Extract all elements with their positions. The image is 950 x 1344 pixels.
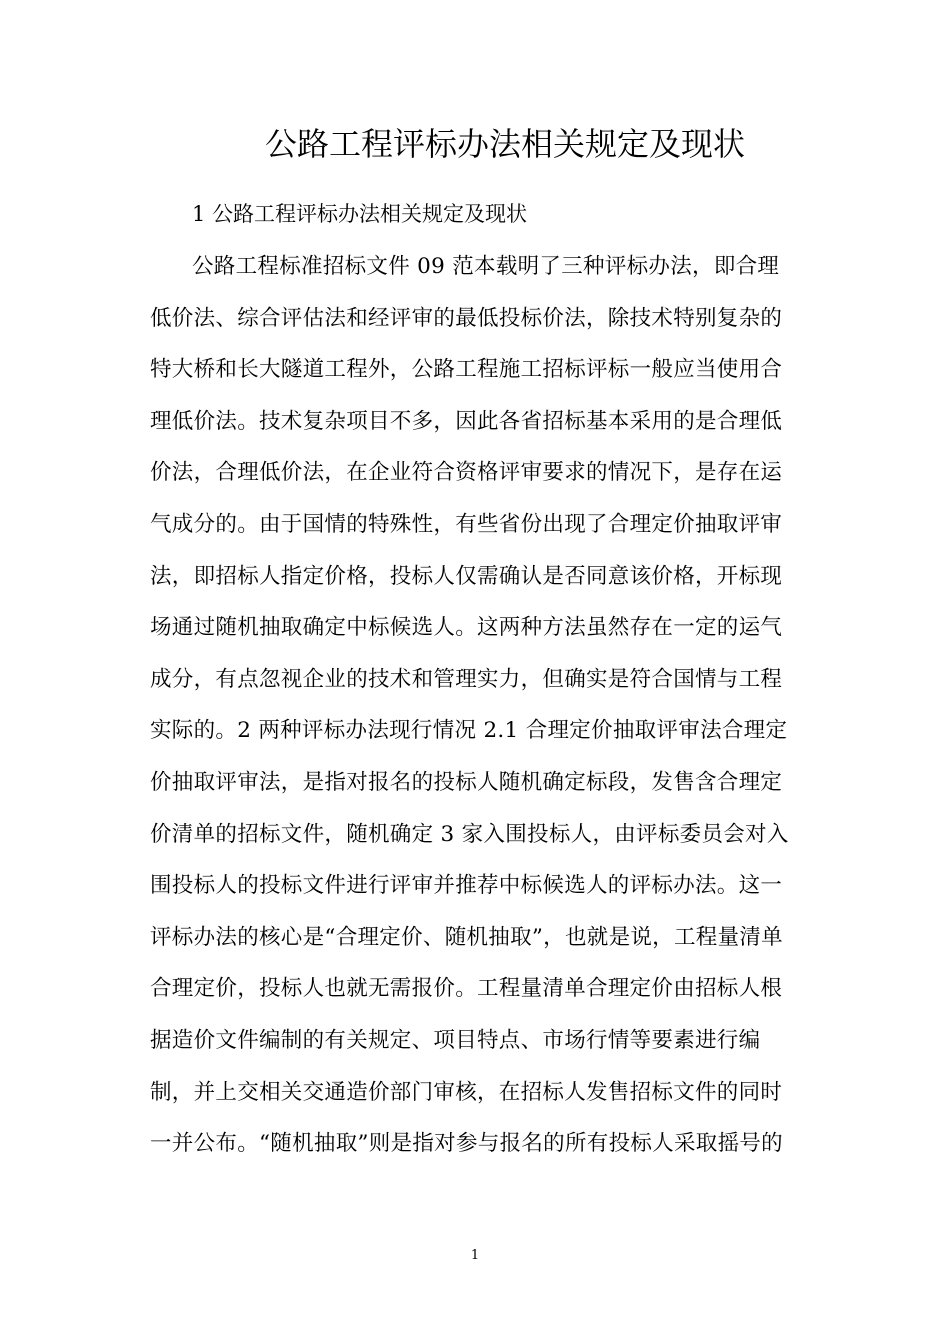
document-title: 公路工程评标办法相关规定及现状 bbox=[264, 125, 745, 163]
text-line: 公路工程标准招标文件 09 范本载明了三种评标办法，即合理 bbox=[192, 254, 780, 279]
text-line: 制，并上交相关交通造价部门审核，在招标人发售招标文件的同时 bbox=[150, 1079, 783, 1105]
text-line: 成分，有点忽视企业的技术和管理实力，但确实是符合国情与工程 bbox=[150, 666, 783, 692]
body-text bbox=[150, 248, 810, 1177]
page-number: 1 bbox=[470, 1248, 480, 1263]
text-line: 场通过随机抽取确定中标候选人。这两种方法虽然存在一定的运气 bbox=[150, 615, 783, 641]
text-line: 气成分的。由于国情的特殊性，有些省份出现了合理定价抽取评审 bbox=[150, 511, 783, 537]
text-line: 特大桥和长大隧道工程外，公路工程施工招标评标一般应当使用合 bbox=[150, 357, 783, 383]
text-line: 法，即招标人指定价格，投标人仅需确认是否同意该价格，开标现 bbox=[150, 563, 783, 589]
text-line: 实际的。2 两种评标办法现行情况 2.1 合理定价抽取评审法合理定 bbox=[150, 718, 788, 744]
text-line: 理低价法。技术复杂项目不多，因此各省招标基本采用的是合理低 bbox=[150, 408, 783, 434]
section-heading: 1 公路工程评标办法相关规定及现状 bbox=[192, 202, 528, 226]
text-line: 评标办法的核心是“合理定价、随机抽取”，也就是说，工程量清单 bbox=[150, 924, 783, 950]
text-line: 据造价文件编制的有关规定、项目特点、市场行情等要素进行编 bbox=[150, 1027, 761, 1053]
text-line: 一并公布。“随机抽取”则是指对参与报名的所有投标人采取摇号的 bbox=[150, 1131, 783, 1157]
text-line: 合理定价，投标人也就无需报价。工程量清单合理定价由招标人根 bbox=[150, 976, 783, 1002]
text-line: 价法，合理低价法，在企业符合资格评审要求的情况下，是存在运 bbox=[150, 460, 783, 486]
text-line: 价抽取评审法，是指对报名的投标人随机确定标段，发售含合理定 bbox=[150, 769, 783, 795]
text-line: 围投标人的投标文件进行评审并推荐中标候选人的评标办法。这一 bbox=[150, 873, 783, 899]
text-line: 价清单的招标文件，随机确定 3 家入围投标人，由评标委员会对入 bbox=[150, 821, 789, 847]
text-line: 低价法、综合评估法和经评审的最低投标价法，除技术特别复杂的 bbox=[150, 305, 783, 331]
